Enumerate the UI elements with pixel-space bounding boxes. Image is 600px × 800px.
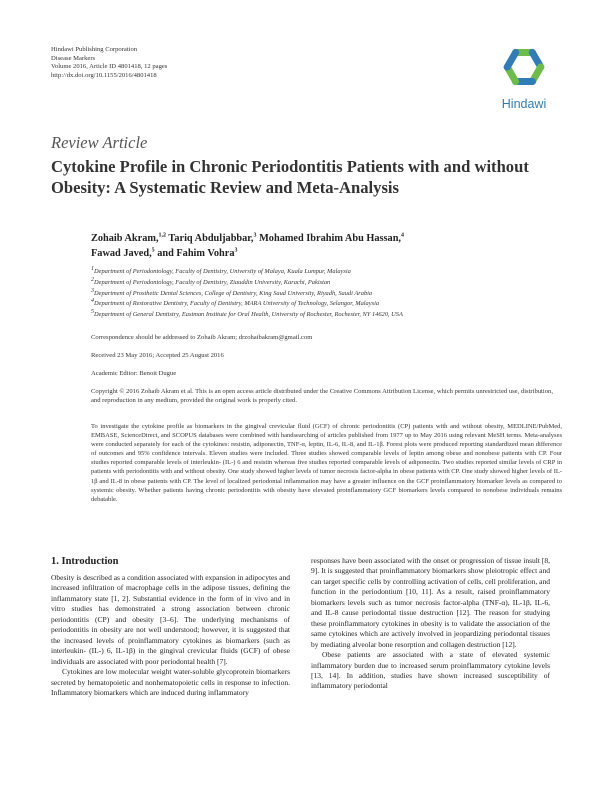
body-column-left bbox=[51, 573, 290, 698]
author: Fawad Javed,$^5$ bbox=[91, 247, 155, 259]
author: Tariq Abduljabbar,$^3$ bbox=[168, 232, 257, 244]
hindawi-logo bbox=[494, 44, 554, 110]
section-heading: 1. Introduction bbox=[51, 556, 119, 567]
paragraph: Cytokines are low molecular weight water-soluble glycoprotein biomarkers secreted by hematopoietic and nonhematopoietic cells in response to infection. Inflammatory biomarkers which are induced during inflammatory bbox=[51, 667, 290, 697]
academic-editor: Academic Editor: Benoit Dugue bbox=[91, 370, 177, 377]
author: Zohaib Akram,$^{1,2}$ bbox=[91, 232, 167, 244]
affiliation: $^1$Department of Periodontology, Faculty of Dentistry, University of Malaya, Kuala Lumpur, Malaysia bbox=[91, 265, 351, 275]
paragraph: responses have been associated with the onset or progression of tissue insult [8, 9]. It is suggested that proinflammatory biomarkers show pleiotropic effect and can target specific cells by controlling activation of cells, cell proliferation, and function in the periodontium [10, 11]. As a result, raised proinflammatory biomarkers levels such as tumor necrosis factor-alpha (TNF-α), IL-1β, IL-6, and IL-8 cause periodontal tissue destruction [12]. The reason for studying these proinflammatory cytokines in obesity is to validate the association of the same cytokines which are actively involved in jeopardizing periodontal tissues by mediating alveolar bone resorption and collagen destruction [12]. bbox=[311, 556, 550, 649]
journal-name: Disease Markers bbox=[51, 54, 96, 62]
affiliation: $^5$Department of General Dentistry, Eastman Institute for Oral Health, University of Rochester, Rochester, NY 14620, USA bbox=[91, 309, 403, 319]
received-dates: Received 23 May 2016; Accepted 25 August 2016 bbox=[91, 352, 224, 359]
copyright-notice: Copyright © 2016 Zohaib Akram et al. This is an open access article distributed under the Creative Commons Attribution License, which permits unrestricted use, distribution, and reproduction in any medium, provided the original work is properly cited. bbox=[91, 388, 553, 404]
doi-link[interactable]: http://dx.doi.org/10.1155/2016/4801418 bbox=[51, 71, 157, 79]
logo-text: Hindawi bbox=[501, 97, 547, 111]
article-title: Cytokine Profile in Chronic Periodontitis Patients with and without Obesity: A Systematic Review and Meta-Analysis bbox=[51, 157, 529, 197]
author: Mohamed Ibrahim Abu Hassan,$^4$ bbox=[259, 232, 404, 244]
paragraph: Obesity is described as a condition associated with expansion in adipocytes and increased infiltration of macrophage cells in the adipose tissues, defining the inflammatory state [1, 2]. Substantial evidence in the form of in vivo and in vitro studies has demonstrated a strong association between chronic periodontitis (CP) and obesity [3–6]. The underlying mechanisms of periodontitis in obesity are not well understood; however, it is suggested that the increased levels of proinflammatory cytokines as biomarkers (such as interleukin- (IL-) 6, IL-1β) in the gingival crevicular fluids (GCF) of obese individuals are associated with poor periodontal health [7]. bbox=[51, 573, 290, 666]
affiliation: $^3$Department of Prosthetic Dental Sciences, College of Dentistry, King Saud University, Riyadh, Saudi Arabia bbox=[91, 287, 373, 297]
journal-header bbox=[51, 46, 167, 80]
hindawi-logo-icon bbox=[494, 44, 554, 90]
author-list bbox=[91, 232, 561, 261]
affiliation-list bbox=[91, 267, 561, 321]
article-type: Review Article bbox=[51, 133, 148, 152]
affiliation: $^2$Department of Periodontology, Faculty of Dentistry, Ziauddin University, Karachi, Pakistan bbox=[91, 276, 331, 286]
affiliation: $^4$Department of Restorative Dentistry, Faculty of Dentistry, MARA University of Technology, Selangor, Malaysia bbox=[91, 298, 380, 308]
author: and Fahim Vohra$^3$ bbox=[157, 247, 238, 259]
publisher: Hindawi Publishing Corporation bbox=[51, 46, 138, 53]
abstract: To investigate the cytokine profile as biomarkers in the gingival crevicular fluid (GCF) of chronic periodontitis (CP) patients with and without obesity, MEDLINE/PubMed, EMBASE, ScienceDirect, and SCOPUS databases were combined with handsearching of articles published from 1977 up to May 2016 using relevant MeSH terms. Meta-analyses were conducted separately for each of the cytokines: resistin, adiponectin, TNF-α, leptin, IL-6, IL-8, and IL-1β. Forest plots were produced reporting standardized mean difference of outcomes and 95% confidence intervals. Eleven studies were included. Three studies showed comparable levels of leptin among obese and nonobese patients with CP. Four studies reported comparable levels of interleukin- (IL-) 6 and resistin whereas five studies reported comparable levels of adiponectin. Two studies reported similar levels of CRP in patients with periodontitis with and without obesity. One study showed higher levels of tumor necrosis factor-alpha in obese patients with CP. One study showed higher levels of IL-1β and IL-8 in obese patients with CP. The level of localized periodontal inflammation may have a greater influence on the GCF proinflammatory biomarker levels as compared to systemic obesity. Whether patients having chronic periodontitis with obesity have elevated proinflammatory GCF biomarkers levels compared to nonobese individuals remains debatable. bbox=[91, 423, 562, 503]
body-column-right bbox=[311, 556, 550, 692]
paragraph: Obese patients are associated with a state of elevated systemic inflammatory burden due to increased serum proinflammatory cytokine levels [13, 14]. In addition, studies have shown increased susceptibility of inflammatory periodontal bbox=[311, 650, 550, 691]
volume-info: Volume 2016, Article ID 4801418, 12 pages bbox=[51, 63, 168, 71]
correspondence: Correspondence should be addressed to Zohaib Akram; drzohaibakram@gmail.com bbox=[91, 334, 313, 341]
